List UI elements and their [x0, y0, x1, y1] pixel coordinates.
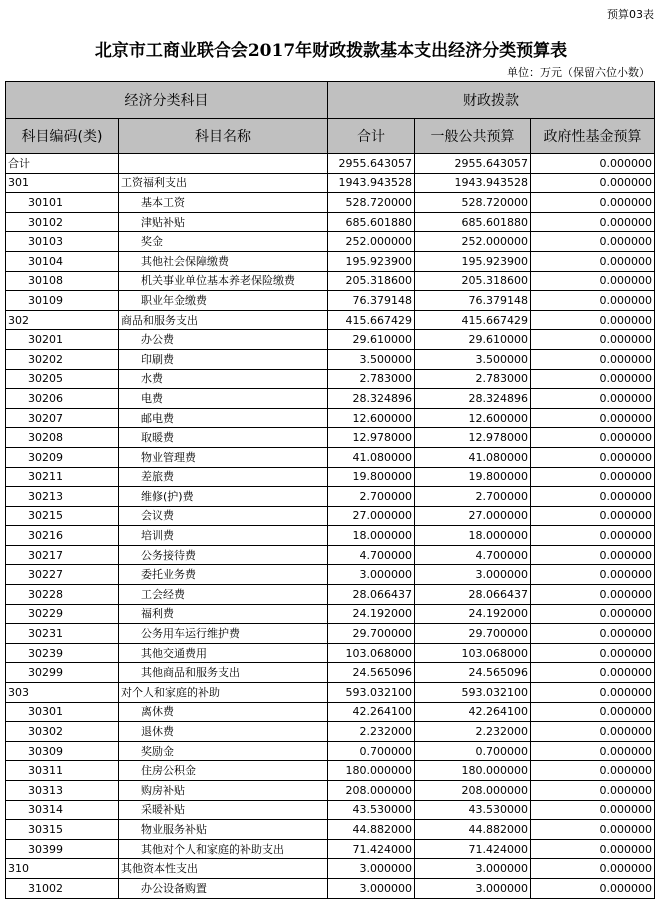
row-code: 30211	[6, 467, 119, 487]
row-code: 30301	[6, 702, 119, 722]
row-total: 28.324896	[328, 389, 415, 409]
row-fund: 0.000000	[531, 232, 655, 252]
row-total: 27.000000	[328, 506, 415, 526]
row-general: 593.032100	[415, 683, 531, 703]
row-code: 30217	[6, 545, 119, 565]
row-name: 物业服务补贴	[119, 820, 328, 840]
row-code: 30208	[6, 428, 119, 448]
row-general: 208.000000	[415, 781, 531, 801]
row-code: 30102	[6, 212, 119, 232]
row-name: 购房补贴	[119, 781, 328, 801]
row-code: 30202	[6, 349, 119, 369]
row-fund: 0.000000	[531, 624, 655, 644]
row-total: 103.068000	[328, 643, 415, 663]
row-total: 44.882000	[328, 820, 415, 840]
row-code: 30205	[6, 369, 119, 389]
row-name: 办公费	[119, 330, 328, 350]
row-name: 其他社会保障缴费	[119, 251, 328, 271]
row-name: 采暖补贴	[119, 800, 328, 820]
row-general: 3.000000	[415, 859, 531, 879]
header-fiscal-allocation: 财政拨款	[328, 82, 655, 119]
table-row	[6, 349, 655, 369]
row-name: 印刷费	[119, 349, 328, 369]
row-fund: 0.000000	[531, 565, 655, 585]
table-row	[6, 251, 655, 271]
table-row	[6, 702, 655, 722]
row-general: 685.601880	[415, 212, 531, 232]
row-fund: 0.000000	[531, 212, 655, 232]
row-name: 福利费	[119, 604, 328, 624]
table-row	[6, 741, 655, 761]
row-code: 30299	[6, 663, 119, 683]
row-fund: 0.000000	[531, 487, 655, 507]
row-total: 0.700000	[328, 741, 415, 761]
row-total: 2955.643057	[328, 154, 415, 174]
row-total: 3.000000	[328, 878, 415, 898]
row-fund: 0.000000	[531, 683, 655, 703]
row-general: 252.000000	[415, 232, 531, 252]
row-fund: 0.000000	[531, 506, 655, 526]
row-code: 30201	[6, 330, 119, 350]
table-row	[6, 212, 655, 232]
row-general: 2.700000	[415, 487, 531, 507]
row-fund: 0.000000	[531, 878, 655, 898]
row-code: 30101	[6, 193, 119, 213]
row-code: 303	[6, 683, 119, 703]
row-name: 机关事业单位基本养老保险缴费	[119, 271, 328, 291]
row-name: 商品和服务支出	[119, 310, 328, 330]
row-fund: 0.000000	[531, 663, 655, 683]
row-total: 41.080000	[328, 447, 415, 467]
row-name: 其他资本性支出	[119, 859, 328, 879]
row-fund: 0.000000	[531, 800, 655, 820]
row-total: 12.978000	[328, 428, 415, 448]
row-name: 其他对个人和家庭的补助支出	[119, 839, 328, 859]
table-number-label: 预算03表	[607, 8, 654, 21]
row-fund: 0.000000	[531, 839, 655, 859]
row-total: 76.379148	[328, 291, 415, 311]
row-name: 工资福利支出	[119, 173, 328, 193]
row-code: 30215	[6, 506, 119, 526]
row-code: 30231	[6, 624, 119, 644]
row-total: 685.601880	[328, 212, 415, 232]
row-total: 12.600000	[328, 408, 415, 428]
row-name: 培训费	[119, 526, 328, 546]
row-name	[119, 154, 328, 174]
row-code: 30213	[6, 487, 119, 507]
row-code: 30227	[6, 565, 119, 585]
row-fund: 0.000000	[531, 291, 655, 311]
row-fund: 0.000000	[531, 526, 655, 546]
row-name: 职业年金缴费	[119, 291, 328, 311]
row-code: 30103	[6, 232, 119, 252]
row-general: 76.379148	[415, 291, 531, 311]
row-name: 委托业务费	[119, 565, 328, 585]
row-code: 30311	[6, 761, 119, 781]
header-code: 科目编码(类)	[6, 119, 119, 154]
row-name: 其他商品和服务支出	[119, 663, 328, 683]
table-row	[6, 722, 655, 742]
row-total: 71.424000	[328, 839, 415, 859]
header-total: 合计	[328, 119, 415, 154]
row-code: 301	[6, 173, 119, 193]
row-fund: 0.000000	[531, 251, 655, 271]
row-code: 30309	[6, 741, 119, 761]
table-row	[6, 232, 655, 252]
table-row	[6, 761, 655, 781]
row-fund: 0.000000	[531, 859, 655, 879]
table-row	[6, 859, 655, 879]
row-name: 邮电费	[119, 408, 328, 428]
table-row	[6, 545, 655, 565]
row-general: 180.000000	[415, 761, 531, 781]
row-name: 奖励金	[119, 741, 328, 761]
row-code: 30239	[6, 643, 119, 663]
row-general: 415.667429	[415, 310, 531, 330]
table-row	[6, 585, 655, 605]
row-total: 205.318600	[328, 271, 415, 291]
table-row	[6, 193, 655, 213]
row-code: 30207	[6, 408, 119, 428]
table-row	[6, 369, 655, 389]
row-general: 71.424000	[415, 839, 531, 859]
row-total: 1943.943528	[328, 173, 415, 193]
table-row	[6, 604, 655, 624]
row-total: 4.700000	[328, 545, 415, 565]
row-general: 42.264100	[415, 702, 531, 722]
table-row	[6, 781, 655, 801]
row-name: 电费	[119, 389, 328, 409]
table-row	[6, 271, 655, 291]
row-code: 30399	[6, 839, 119, 859]
row-general: 195.923900	[415, 251, 531, 271]
row-general: 18.000000	[415, 526, 531, 546]
row-general: 28.324896	[415, 389, 531, 409]
table-row	[6, 683, 655, 703]
row-name: 退休费	[119, 722, 328, 742]
row-total: 24.565096	[328, 663, 415, 683]
row-total: 24.192000	[328, 604, 415, 624]
table-row	[6, 487, 655, 507]
budget-table	[5, 81, 655, 899]
row-fund: 0.000000	[531, 722, 655, 742]
row-code: 30104	[6, 251, 119, 271]
row-code: 合计	[6, 154, 119, 174]
row-general: 43.530000	[415, 800, 531, 820]
page-title: 北京市工商业联合会2017年财政拨款基本支出经济分类预算表	[94, 41, 568, 61]
row-fund: 0.000000	[531, 545, 655, 565]
row-general: 103.068000	[415, 643, 531, 663]
table-row	[6, 310, 655, 330]
table-row	[6, 663, 655, 683]
row-name: 取暖费	[119, 428, 328, 448]
table-row	[6, 878, 655, 898]
row-fund: 0.000000	[531, 173, 655, 193]
row-total: 42.264100	[328, 702, 415, 722]
header-name: 科目名称	[119, 119, 328, 154]
row-general: 1943.943528	[415, 173, 531, 193]
row-total: 2.783000	[328, 369, 415, 389]
row-total: 29.610000	[328, 330, 415, 350]
row-total: 29.700000	[328, 624, 415, 644]
row-general: 2.783000	[415, 369, 531, 389]
row-fund: 0.000000	[531, 349, 655, 369]
row-code: 30108	[6, 271, 119, 291]
row-name: 公务接待费	[119, 545, 328, 565]
table-row	[6, 820, 655, 840]
row-total: 18.000000	[328, 526, 415, 546]
header-economic-category: 经济分类科目	[6, 82, 328, 119]
row-total: 180.000000	[328, 761, 415, 781]
row-general: 2.232000	[415, 722, 531, 742]
row-code: 30216	[6, 526, 119, 546]
table-row	[6, 526, 655, 546]
row-name: 维修(护)费	[119, 487, 328, 507]
row-name: 物业管理费	[119, 447, 328, 467]
row-name: 工会经费	[119, 585, 328, 605]
row-total: 593.032100	[328, 683, 415, 703]
row-fund: 0.000000	[531, 741, 655, 761]
row-total: 43.530000	[328, 800, 415, 820]
row-fund: 0.000000	[531, 820, 655, 840]
row-fund: 0.000000	[531, 271, 655, 291]
table-row	[6, 565, 655, 585]
table-row	[6, 643, 655, 663]
row-general: 205.318600	[415, 271, 531, 291]
row-code: 30228	[6, 585, 119, 605]
row-fund: 0.000000	[531, 193, 655, 213]
row-general: 3.000000	[415, 565, 531, 585]
row-fund: 0.000000	[531, 467, 655, 487]
table-row	[6, 467, 655, 487]
row-general: 19.800000	[415, 467, 531, 487]
row-name: 基本工资	[119, 193, 328, 213]
row-general: 0.700000	[415, 741, 531, 761]
row-general: 3.500000	[415, 349, 531, 369]
row-name: 住房公积金	[119, 761, 328, 781]
table-row	[6, 291, 655, 311]
row-code: 30315	[6, 820, 119, 840]
row-code: 30313	[6, 781, 119, 801]
row-general: 41.080000	[415, 447, 531, 467]
row-fund: 0.000000	[531, 761, 655, 781]
row-fund: 0.000000	[531, 643, 655, 663]
row-code: 30314	[6, 800, 119, 820]
table-row	[6, 154, 655, 174]
row-total: 195.923900	[328, 251, 415, 271]
row-code: 310	[6, 859, 119, 879]
table-row	[6, 173, 655, 193]
row-total: 3.500000	[328, 349, 415, 369]
row-code: 30302	[6, 722, 119, 742]
row-general: 28.066437	[415, 585, 531, 605]
row-general: 44.882000	[415, 820, 531, 840]
row-name: 公务用车运行维护费	[119, 624, 328, 644]
row-general: 12.978000	[415, 428, 531, 448]
row-total: 208.000000	[328, 781, 415, 801]
row-code: 31002	[6, 878, 119, 898]
row-name: 津贴补贴	[119, 212, 328, 232]
row-general: 29.610000	[415, 330, 531, 350]
row-code: 30209	[6, 447, 119, 467]
table-row	[6, 389, 655, 409]
row-name: 其他交通费用	[119, 643, 328, 663]
row-fund: 0.000000	[531, 389, 655, 409]
row-total: 2.700000	[328, 487, 415, 507]
row-name: 差旅费	[119, 467, 328, 487]
table-body	[6, 154, 655, 899]
row-name: 对个人和家庭的补助	[119, 683, 328, 703]
row-code: 30109	[6, 291, 119, 311]
row-fund: 0.000000	[531, 702, 655, 722]
row-total: 19.800000	[328, 467, 415, 487]
row-fund: 0.000000	[531, 585, 655, 605]
row-name: 奖金	[119, 232, 328, 252]
row-general: 24.192000	[415, 604, 531, 624]
row-total: 528.720000	[328, 193, 415, 213]
row-general: 4.700000	[415, 545, 531, 565]
header-fund-budget: 政府性基金预算	[531, 119, 655, 154]
row-fund: 0.000000	[531, 330, 655, 350]
row-general: 3.000000	[415, 878, 531, 898]
row-total: 3.000000	[328, 565, 415, 585]
row-fund: 0.000000	[531, 428, 655, 448]
row-name: 水费	[119, 369, 328, 389]
row-name: 会议费	[119, 506, 328, 526]
table-row	[6, 839, 655, 859]
row-fund: 0.000000	[531, 604, 655, 624]
table-row	[6, 428, 655, 448]
table-row	[6, 506, 655, 526]
table-row	[6, 800, 655, 820]
unit-note: 单位：万元（保留六位小数）	[507, 66, 650, 79]
row-total: 252.000000	[328, 232, 415, 252]
row-total: 2.232000	[328, 722, 415, 742]
row-general: 12.600000	[415, 408, 531, 428]
row-fund: 0.000000	[531, 447, 655, 467]
table-row	[6, 447, 655, 467]
row-total: 415.667429	[328, 310, 415, 330]
row-total: 3.000000	[328, 859, 415, 879]
row-general: 528.720000	[415, 193, 531, 213]
row-general: 27.000000	[415, 506, 531, 526]
row-name: 办公设备购置	[119, 878, 328, 898]
row-fund: 0.000000	[531, 369, 655, 389]
row-fund: 0.000000	[531, 310, 655, 330]
header-general-budget: 一般公共预算	[415, 119, 531, 154]
row-code: 302	[6, 310, 119, 330]
row-general: 29.700000	[415, 624, 531, 644]
table-row	[6, 408, 655, 428]
table-row	[6, 330, 655, 350]
table-row	[6, 624, 655, 644]
row-general: 2955.643057	[415, 154, 531, 174]
row-code: 30229	[6, 604, 119, 624]
row-fund: 0.000000	[531, 408, 655, 428]
row-name: 离休费	[119, 702, 328, 722]
row-fund: 0.000000	[531, 154, 655, 174]
row-code: 30206	[6, 389, 119, 409]
row-general: 24.565096	[415, 663, 531, 683]
row-fund: 0.000000	[531, 781, 655, 801]
row-total: 28.066437	[328, 585, 415, 605]
